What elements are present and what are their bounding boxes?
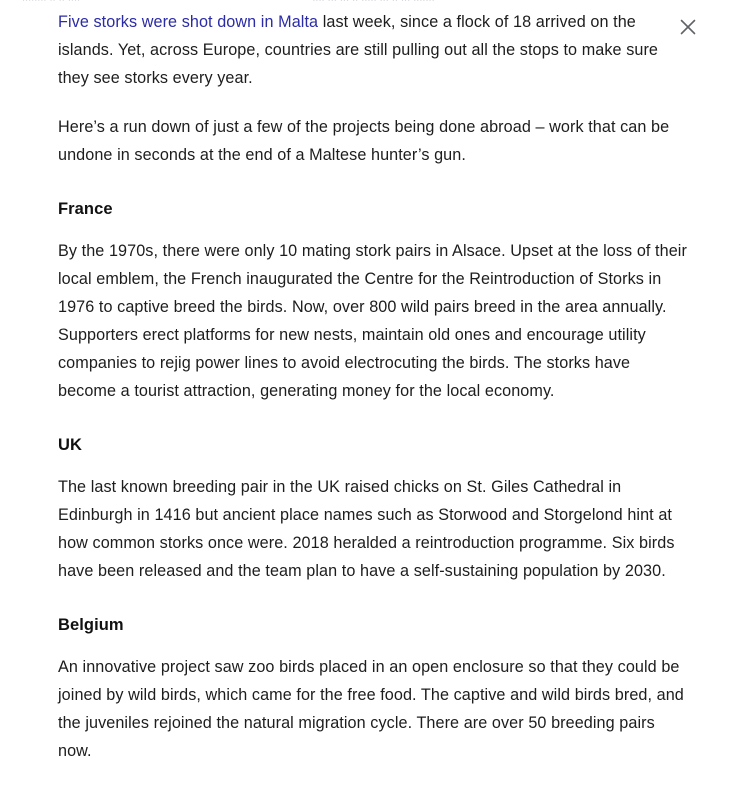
intro-paragraph-rest: last week, since a flock of 18 arrived on the islands. Yet, across Europe, countries are still pulling out all the stops to make sure they see storks every year. — [58, 13, 659, 87]
article-body — [58, 0, 692, 785]
section-paragraph-france: By the 1970s, there were only 10 mating stork pairs in Alsace. Upset at the loss of their local emblem, the French inaugurated the Centre for the Reintroduction of Storks in 1976 to captive breed the birds. Now, over 800 wild pairs breed in the area annually. Supporters erect platforms for new nests, maintain old ones and encourage utility companies to rejig power lines to avoid electrocuting the birds. The storks have become a tourist attraction, generating money for the local economy. — [58, 242, 687, 400]
close-icon — [679, 18, 697, 36]
lead-paragraph: Here’s a run down of just a few of the projects being done abroad – work that can be undone in seconds at the end of a Maltese hunter’s gun. — [58, 118, 670, 164]
close-button[interactable] — [674, 13, 702, 41]
intro-paragraph — [58, 8, 692, 92]
section-paragraph-belgium: An innovative project saw zoo birds placed in an open enclosure so that they could be joined by wild birds, which came for the free food. The captive and wild birds bred, and the juveniles rejoined the natural migration cycle. There are over 50 breeding pairs now. — [58, 658, 684, 760]
section-heading-france: France — [58, 200, 113, 218]
malta-storks-link[interactable]: Five storks were shot down in Malta — [58, 13, 319, 31]
section-heading-belgium: Belgium — [58, 616, 124, 634]
section-heading-uk: UK — [58, 436, 82, 454]
section-paragraph-uk: The last known breeding pair in the UK raised chicks on St. Giles Cathedral in Edinburgh in 1416 but ancient place names such as Storwood and Storgelond hint at how common storks once were. 2018 heralded a reintroduction programme. Six birds have been released and the team plan to have a self-sustaining population by 2030. — [58, 478, 675, 580]
